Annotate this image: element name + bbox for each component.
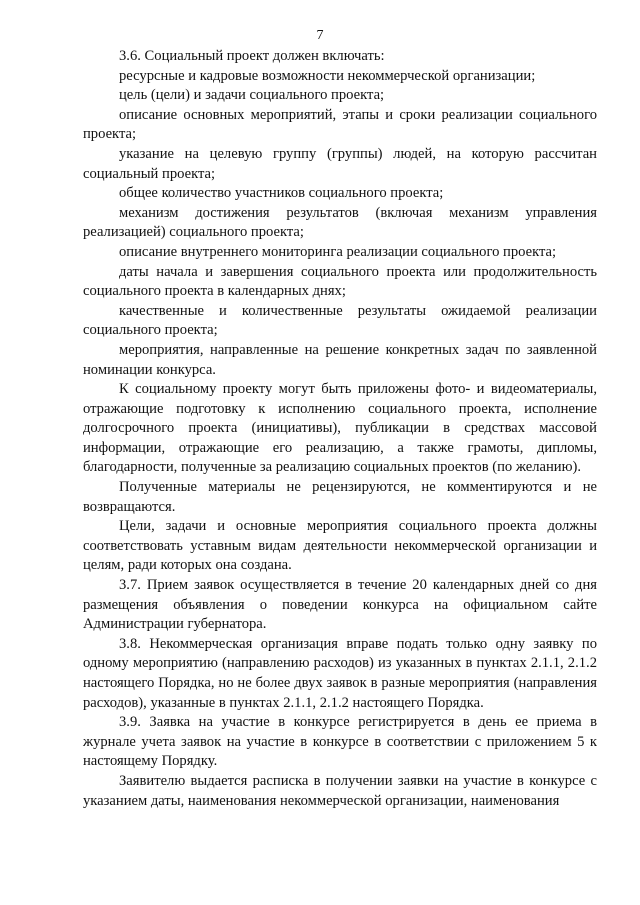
paragraph: Полученные материалы не рецензируются, не комментируются и не возвращаются. — [83, 479, 597, 515]
body-text — [83, 47, 597, 811]
paragraph: Заявителю выдается расписка в получении заявки на участие в конкурсе с указанием даты, наименования некоммерческой организации, наименования — [83, 772, 597, 809]
paragraph: механизм достижения результатов (включая механизм управления реализацией) социального проекта; — [83, 204, 597, 241]
paragraph: даты начала и завершения социального проекта или продолжительность социального проекта в календарных днях; — [83, 263, 597, 300]
paragraph: К социальному проекту могут быть приложены фото- и видеоматериалы, отражающие подготовку к исполнению социального проекта, исполнение долгосрочного проекта (инициативы), публикации в средствах массовой информации, отражающие его реализацию, а также грамоты, дипломы, благодарности, полученные за реализацию социальных проектов (по желанию). — [83, 381, 597, 476]
paragraph: 3.9. Заявка на участие в конкурсе регистрируется в день ее приема в журнале учета заявок на участие в конкурсе в соответствии с приложением 5 к настоящему Порядку. — [83, 714, 597, 770]
page-number: 7 — [316, 28, 324, 43]
paragraph: общее количество участников социального проекта; — [119, 185, 444, 202]
paragraph: 3.6. Социальный проект должен включать: — [119, 48, 385, 64]
paragraph: 3.8. Некоммерческая организация вправе подать только одну заявку по одному мероприятию (направлению расходов) из указанных в пунктах 2.1.1, 2.1.2 настоящего Порядка, но не более двух заявок в разные мероприятия (направления расходов), указанные в пунктах 2.1.1, 2.1.2 настоящего Порядка. — [83, 635, 597, 711]
paragraph: мероприятия, направленные на решение конкретных задач по заявленной номинации конкурса. — [83, 341, 597, 378]
paragraph: описание основных мероприятий, этапы и сроки реализации социального проекта; — [83, 106, 597, 143]
paragraph: качественные и количественные результаты ожидаемой реализации социального проекта; — [83, 302, 597, 339]
paragraph: цель (цели) и задачи социального проекта; — [119, 87, 385, 104]
paragraph: 3.7. Прием заявок осуществляется в течение 20 календарных дней со дня размещения объявления о поведении конкурса на официальном сайте Администрации губернатора. — [83, 577, 597, 633]
paragraph: указание на целевую группу (группы) людей, на которую рассчитан социальный проекта; — [83, 145, 597, 182]
paragraph: Цели, задачи и основные мероприятия социального проекта должны соответствовать уставным видам деятельности некоммерческой организации и целям, ради которых она создана. — [83, 518, 597, 574]
paragraph: ресурсные и кадровые возможности некоммерческой организации; — [119, 67, 536, 84]
paragraph: описание внутреннего мониторинга реализации социального проекта; — [119, 243, 557, 260]
